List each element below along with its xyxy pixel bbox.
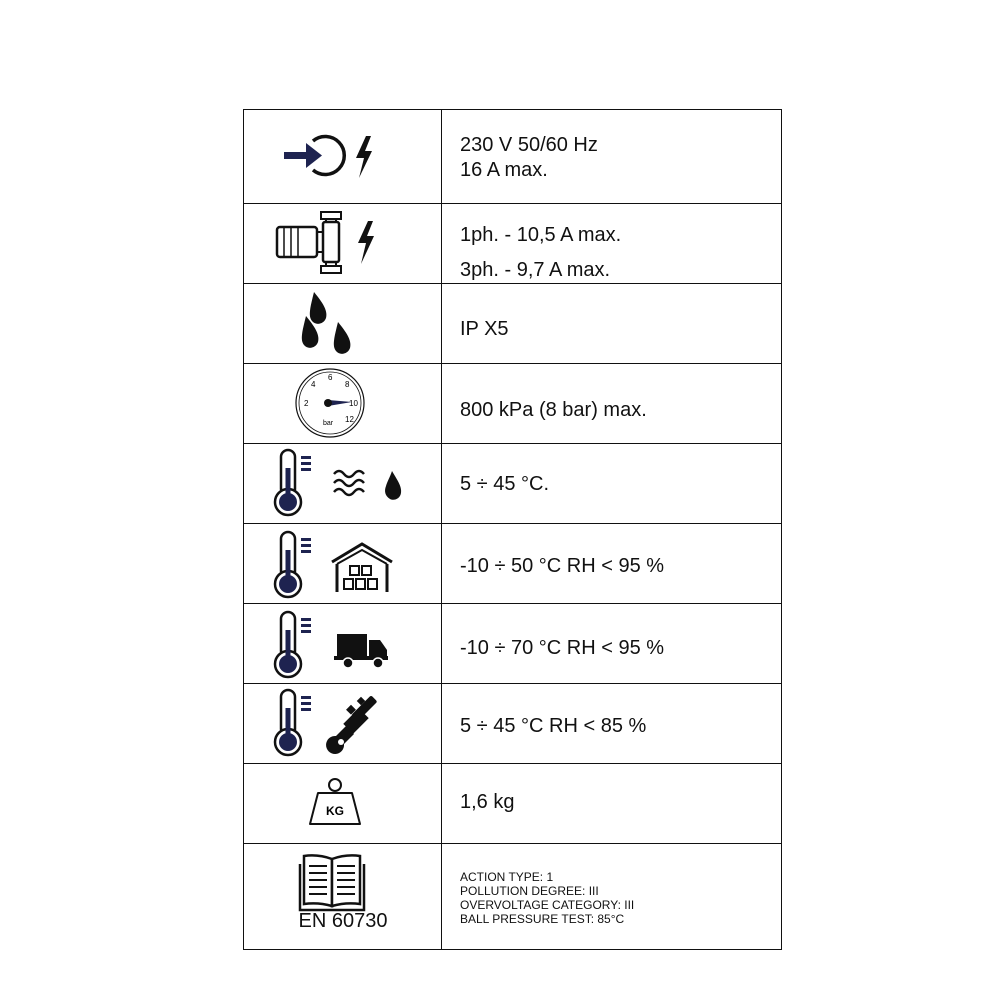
water-drops-icon <box>244 284 442 364</box>
gauge-tick: 4 <box>311 380 316 389</box>
wrench-icon <box>326 695 377 754</box>
manual-book-icon <box>244 844 442 949</box>
spec-row-current <box>244 204 781 284</box>
icon-cell <box>244 684 442 763</box>
spec-row-weight <box>244 764 781 844</box>
thermometer-icon <box>275 450 311 515</box>
gauge-tick: 6 <box>328 373 333 382</box>
spec-row-power-supply <box>244 110 781 204</box>
spec-row-ip-rating <box>244 284 781 364</box>
thermometer-icon <box>275 690 311 755</box>
spec-value <box>460 364 781 443</box>
gauge-unit: bar <box>323 420 334 427</box>
thermometer-icon <box>275 532 311 597</box>
icon-cell <box>244 524 442 603</box>
spec-line: POLLUTION DEGREE: III <box>460 884 599 898</box>
icon-cell <box>244 444 442 523</box>
spec-line: 5 ÷ 45 °C. <box>460 473 550 495</box>
spec-value <box>460 764 781 843</box>
spec-value <box>460 684 781 763</box>
power-input-icon <box>244 110 442 204</box>
spec-value <box>460 110 781 203</box>
spec-line: -10 ÷ 50 °C RH < 95 % <box>460 555 665 577</box>
weight-icon <box>244 764 442 844</box>
gauge-tick: 2 <box>304 399 309 408</box>
spec-line: -10 ÷ 70 °C RH < 95 % <box>460 637 665 659</box>
operating-temperature-icon <box>244 684 442 764</box>
icon-cell <box>244 110 442 203</box>
spec-value <box>460 604 781 683</box>
gauge-tick: 10 <box>349 399 358 408</box>
spec-value <box>460 204 781 283</box>
warehouse-icon <box>332 544 392 592</box>
gauge-tick: 12 <box>345 415 354 424</box>
spec-row-pressure <box>244 364 781 444</box>
spec-line: 1,6 kg <box>460 791 515 813</box>
spec-row-operating-temperature <box>244 684 781 764</box>
icon-cell <box>244 764 442 843</box>
spec-line: ACTION TYPE: 1 <box>460 870 554 884</box>
liquid-temperature-icon <box>244 444 442 524</box>
spec-line: 5 ÷ 45 °C RH < 85 % <box>460 715 647 737</box>
icon-cell <box>244 204 442 283</box>
spec-line: BALL PRESSURE TEST: 85°C <box>460 912 625 926</box>
thermometer-icon <box>275 612 311 677</box>
standard-label: EN 60730 <box>298 910 388 932</box>
spec-line: OVERVOLTAGE CATEGORY: III <box>460 898 635 912</box>
icon-cell <box>244 604 442 683</box>
spec-row-transport-temperature <box>244 604 781 684</box>
spec-row-standard <box>244 844 781 949</box>
pressure-gauge-icon <box>244 364 442 444</box>
spec-row-storage-temperature <box>244 524 781 604</box>
spec-row-liquid-temperature <box>244 444 781 524</box>
icon-cell <box>244 844 442 949</box>
spec-line: 230 V 50/60 Hz <box>460 134 598 156</box>
icon-cell <box>244 284 442 363</box>
truck-icon <box>334 634 388 668</box>
spec-line: 3ph. - 9,7 A max. <box>460 259 611 281</box>
icon-cell <box>244 364 442 443</box>
spec-table <box>243 109 782 950</box>
transport-temperature-icon <box>244 604 442 684</box>
spec-line: 800 kPa (8 bar) max. <box>460 399 647 421</box>
spec-line: IP X5 <box>460 318 509 340</box>
spec-value <box>460 444 781 523</box>
spec-value <box>460 524 781 603</box>
spec-value <box>460 844 781 949</box>
storage-temperature-icon <box>244 524 442 604</box>
pump-current-icon <box>244 204 442 284</box>
gauge-tick: 8 <box>345 380 350 389</box>
spec-value <box>460 284 781 363</box>
spec-line: 1ph. - 10,5 A max. <box>460 224 622 246</box>
spec-line: 16 A max. <box>460 159 548 181</box>
weight-label: KG <box>326 804 344 818</box>
